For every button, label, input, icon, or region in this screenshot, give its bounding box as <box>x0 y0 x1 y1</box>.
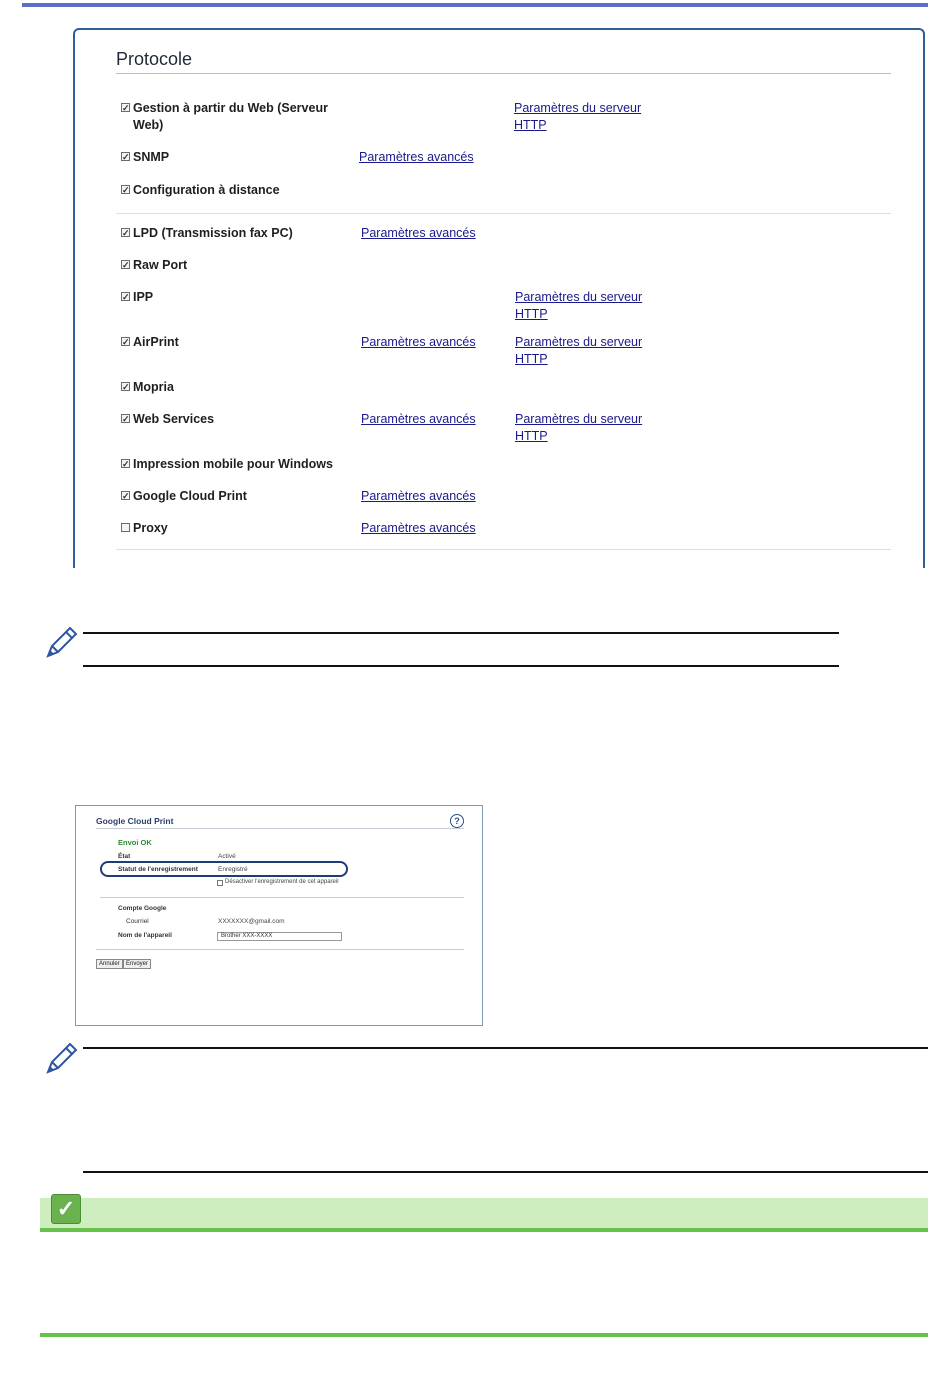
gcp-divider <box>96 949 464 950</box>
protocol-checkbox[interactable] <box>121 292 130 301</box>
status-message: Envoi OK <box>118 838 152 847</box>
related-info-top-line <box>40 1228 928 1232</box>
note-top-rule <box>83 1047 928 1049</box>
protocol-label: AirPrint <box>133 335 179 349</box>
protocol-label: Raw Port <box>133 258 188 272</box>
protocol-panel <box>73 28 925 568</box>
http-server-settings-link[interactable]: Paramètres du serveur HTTP <box>515 412 643 443</box>
protocol-option <box>121 149 346 166</box>
protocol-option <box>121 379 346 396</box>
email-value: XXXXXXX@gmail.com <box>218 918 285 925</box>
note-bottom-rule <box>83 1171 928 1173</box>
protocol-option <box>121 520 346 537</box>
protocol-label: Web Services <box>133 412 215 426</box>
note-bottom-rule <box>83 665 839 667</box>
protocol-label: Impression mobile pour Windows <box>133 457 333 471</box>
http-server-settings-link[interactable]: Paramètres du serveur HTTP <box>515 335 643 366</box>
advanced-settings-link[interactable]: Paramètres avancés <box>361 412 476 426</box>
protocol-option <box>121 100 346 134</box>
protocol-label: LPD (Transmission fax PC) <box>133 226 293 240</box>
submit-button[interactable]: Envoyer <box>123 959 151 969</box>
email-label: Courriel <box>126 918 149 925</box>
gcp-divider <box>100 897 464 898</box>
advanced-settings-link[interactable]: Paramètres avancés <box>361 335 476 349</box>
help-icon[interactable]: ? <box>450 814 464 828</box>
state-label: État <box>118 853 131 860</box>
protocol-option <box>121 488 346 505</box>
cancel-button[interactable]: Annuler <box>96 959 123 969</box>
checkmark-icon: ✓ <box>51 1194 81 1224</box>
http-server-settings-link[interactable]: Paramètres du serveur HTTP <box>515 290 643 321</box>
protocol-checkbox[interactable] <box>121 491 130 500</box>
protocol-checkbox[interactable] <box>121 414 130 423</box>
protocol-option <box>121 411 346 428</box>
device-name-label: Nom de l'appareil <box>118 932 172 939</box>
pencil-note-icon <box>44 1040 80 1076</box>
state-value: Activé <box>218 853 236 860</box>
top-accent-bar <box>22 3 928 7</box>
note-top-rule <box>83 632 839 634</box>
disable-registration-label: Désactiver l'enregistrement de cet appareil <box>225 879 339 885</box>
protocol-checkbox[interactable] <box>121 152 130 161</box>
google-cloud-print-panel <box>75 805 483 1026</box>
protocol-label: IPP <box>133 290 154 304</box>
protocol-option <box>121 289 346 306</box>
registration-value: Enregistré <box>218 866 248 873</box>
related-info-bar <box>40 1198 928 1229</box>
section-divider <box>116 213 891 214</box>
protocol-label: Proxy <box>133 521 168 535</box>
advanced-settings-link[interactable]: Paramètres avancés <box>359 150 474 164</box>
disable-registration-checkbox[interactable] <box>217 880 223 886</box>
protocol-option <box>121 334 346 351</box>
gcp-title: Google Cloud Print <box>96 816 174 826</box>
account-heading: Compte Google <box>118 905 167 912</box>
advanced-settings-link[interactable]: Paramètres avancés <box>361 489 476 503</box>
gcp-title-divider <box>96 828 464 829</box>
protocol-checkbox[interactable] <box>121 382 130 391</box>
protocol-checkbox[interactable] <box>121 337 130 346</box>
protocol-checkbox[interactable] <box>121 260 130 269</box>
protocol-label: Gestion à partir du Web (Serveur Web) <box>133 101 328 132</box>
registration-label: Statut de l'enregistrement <box>118 866 198 873</box>
protocol-checkbox[interactable] <box>121 459 130 468</box>
protocol-label: SNMP <box>133 150 170 164</box>
http-server-settings-link[interactable]: Paramètres du serveur HTTP <box>514 101 642 132</box>
protocol-label: Configuration à distance <box>133 183 280 197</box>
protocol-option <box>121 182 346 199</box>
advanced-settings-link[interactable]: Paramètres avancés <box>361 226 476 240</box>
protocol-label: Google Cloud Print <box>133 489 247 503</box>
protocol-option <box>121 257 346 274</box>
protocol-option <box>121 225 346 242</box>
advanced-settings-link[interactable]: Paramètres avancés <box>361 521 476 535</box>
title-divider <box>116 73 891 74</box>
protocol-checkbox[interactable] <box>121 185 130 194</box>
related-info-bottom-line <box>40 1333 928 1337</box>
panel-title: Protocole <box>116 49 193 69</box>
protocol-label: Mopria <box>133 380 174 394</box>
protocol-option <box>121 456 346 473</box>
pencil-note-icon <box>44 624 80 660</box>
section-divider <box>116 549 891 550</box>
protocol-checkbox[interactable] <box>121 228 130 237</box>
protocol-checkbox[interactable] <box>121 523 130 532</box>
protocol-checkbox[interactable] <box>121 103 130 112</box>
device-name-input[interactable]: Brother XXX-XXXX <box>217 932 342 941</box>
